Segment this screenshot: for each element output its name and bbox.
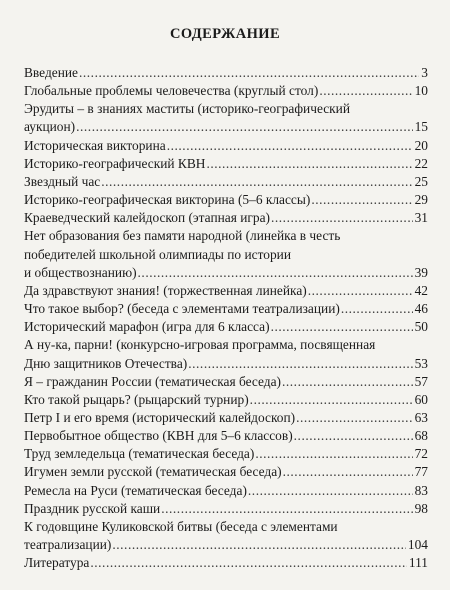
toc-entry-title: Исторический марафон (игра для 6 класса) — [24, 319, 270, 335]
dot-leader — [206, 155, 412, 173]
toc-entry — [24, 100, 428, 136]
dot-leader — [296, 409, 413, 427]
toc-entry-page-number: 63 — [414, 409, 428, 425]
toc-entry — [24, 209, 428, 227]
toc-entry-title: Труд земледельца (тематическая беседа) — [24, 446, 255, 462]
toc-entry — [24, 300, 428, 318]
toc-entry-final-line — [24, 191, 428, 209]
toc-entry — [24, 64, 428, 82]
toc-entry-title: аукцион) — [24, 119, 76, 135]
dot-leader — [283, 463, 413, 481]
toc-entry-final-line — [24, 427, 428, 445]
toc-entry-title: театрализации) — [24, 537, 112, 553]
toc-entry-page-number: 98 — [414, 500, 428, 516]
toc-entry-page-number: 83 — [414, 482, 428, 498]
toc-entry-final-line — [24, 82, 428, 100]
dot-leader — [79, 64, 419, 82]
toc-entry — [24, 227, 428, 281]
toc-entry-title: Что такое выбор? (беседа с элементами театрализации) — [24, 301, 340, 317]
toc-entry-page-number: 53 — [414, 355, 428, 371]
toc-entry-text-line: Эрудиты – в знаниях маститы (историко-географический — [24, 101, 351, 117]
toc-entry-title: Литература — [24, 555, 90, 571]
toc-entry-page-number: 46 — [414, 301, 428, 317]
toc-entry-page-number: 104 — [407, 537, 428, 553]
toc-entry-page-number: 10 — [414, 83, 428, 99]
toc-entry-final-line — [24, 391, 428, 409]
toc-entry-page-number: 39 — [414, 264, 428, 280]
toc-entry — [24, 155, 428, 173]
dot-leader — [250, 391, 413, 409]
toc-entry — [24, 391, 428, 409]
toc-entry-page-number: 68 — [414, 428, 428, 444]
toc-entry-page-number: 42 — [414, 282, 428, 298]
toc-entry-final-line — [24, 554, 428, 572]
toc-entry-title: Да здравствуют знания! (торжественная линейка) — [24, 282, 307, 298]
toc-entry-title: Историко-географическая викторина (5–6 классы) — [24, 192, 311, 208]
dot-leader — [167, 137, 413, 155]
dot-leader — [101, 173, 412, 191]
toc-entry-text-line: А ну-ка, парни! (конкурсно-игровая программа, посвященная — [24, 337, 376, 353]
dot-leader — [271, 318, 413, 336]
toc-entry-page-number: 3 — [421, 65, 428, 80]
toc-entry-title: Кто такой рыцарь? (рыцарский турнир) — [24, 391, 249, 407]
dot-leader — [294, 427, 413, 445]
toc-entry — [24, 463, 428, 481]
toc-entry-final-line — [24, 264, 428, 282]
dot-leader — [341, 300, 413, 318]
toc-entry-final-line — [24, 300, 428, 318]
dot-leader — [319, 82, 412, 100]
toc-entry-page-number: 57 — [414, 373, 428, 389]
toc-entry-text-line: Нет образования без памяти народной (линейка в честь — [24, 228, 341, 244]
dot-leader — [248, 482, 413, 500]
toc-entry — [24, 445, 428, 463]
dot-leader — [161, 500, 412, 518]
toc-entry — [24, 282, 428, 300]
toc-entry — [24, 82, 428, 100]
toc-entry-title: Звездный час — [24, 173, 101, 189]
toc-entry-title: Историческая викторина — [24, 137, 166, 153]
toc-entry-final-line — [24, 355, 428, 373]
toc-entry-text-line: победителей школьной олимпиады по истории — [24, 246, 291, 262]
dot-leader — [76, 118, 412, 136]
dot-leader — [138, 264, 413, 282]
toc-entry-title: Историко-географический КВН — [24, 155, 206, 171]
toc-entry — [24, 137, 428, 155]
toc-entry-page-number: 31 — [414, 210, 428, 226]
toc-entry-final-line — [24, 500, 428, 518]
dot-leader — [112, 536, 406, 554]
dot-leader — [255, 445, 412, 463]
toc-entry-page-number: 22 — [414, 155, 428, 171]
toc-entry-text-line: К годовщине Куликовской битвы (беседа с элементами — [24, 518, 338, 534]
toc-entry — [24, 500, 428, 518]
toc-entry-final-line — [24, 64, 428, 82]
toc-entry-final-line — [24, 137, 428, 155]
toc-entry-title: Дню защитников Отечества) — [24, 355, 188, 371]
toc-entry-title: Первобытное общество (КВН для 5–6 классов) — [24, 428, 293, 444]
toc-entry — [24, 318, 428, 336]
toc-entry-page-number: 77 — [414, 464, 428, 480]
toc-entry-title: Игумен земли русской (тематическая беседа) — [24, 464, 282, 480]
toc-entry-final-line — [24, 209, 428, 227]
toc-entry-final-line — [24, 536, 428, 554]
toc-entry-final-line — [24, 409, 428, 427]
table-of-contents — [24, 64, 428, 572]
dot-leader — [271, 209, 413, 227]
toc-entry-final-line — [24, 482, 428, 500]
dot-leader — [90, 554, 407, 572]
toc-entry-page-number: 72 — [414, 446, 428, 462]
toc-entry — [24, 336, 428, 372]
toc-entry-title: Ремесла на Руси (тематическая беседа) — [24, 482, 247, 498]
toc-entry-final-line — [24, 155, 428, 173]
toc-entry-title: Я – гражданин России (тематическая беседа) — [24, 373, 281, 389]
toc-entry-final-line — [24, 282, 428, 300]
toc-entry — [24, 482, 428, 500]
toc-entry-title: и обществознанию) — [24, 264, 137, 280]
toc-entry-page-number: 111 — [408, 555, 428, 571]
toc-entry-title: Петр I и его время (исторический калейдоскоп) — [24, 409, 296, 425]
toc-entry — [24, 554, 428, 572]
toc-entry-title: Глобальные проблемы человечества (круглый стол) — [24, 83, 319, 99]
toc-entry-page-number: 15 — [414, 119, 428, 135]
dot-leader — [188, 355, 412, 373]
toc-entry-title: Праздник русской каши — [24, 500, 161, 516]
toc-entry-title: Введение — [24, 65, 78, 80]
toc-entry — [24, 409, 428, 427]
toc-entry-page-number: 60 — [414, 391, 428, 407]
toc-entry-final-line — [24, 118, 428, 136]
toc-entry-page-number: 50 — [414, 319, 428, 335]
dot-leader — [282, 373, 413, 391]
toc-entry-page-number: 29 — [414, 192, 428, 208]
page-title: СОДЕРЖАНИЕ — [169, 26, 281, 42]
toc-entry-final-line — [24, 373, 428, 391]
dot-leader — [311, 191, 412, 209]
toc-entry — [24, 518, 428, 554]
toc-entry — [24, 427, 428, 445]
toc-entry — [24, 373, 428, 391]
toc-entry-final-line — [24, 173, 428, 191]
toc-entry-title: Краеведческий калейдоскоп (этапная игра) — [24, 210, 270, 226]
toc-entry — [24, 191, 428, 209]
dot-leader — [308, 282, 413, 300]
toc-entry-page-number: 20 — [414, 137, 428, 153]
toc-entry-final-line — [24, 445, 428, 463]
toc-entry-final-line — [24, 463, 428, 481]
toc-entry-final-line — [24, 318, 428, 336]
toc-entry — [24, 173, 428, 191]
toc-entry-page-number: 25 — [414, 173, 428, 189]
